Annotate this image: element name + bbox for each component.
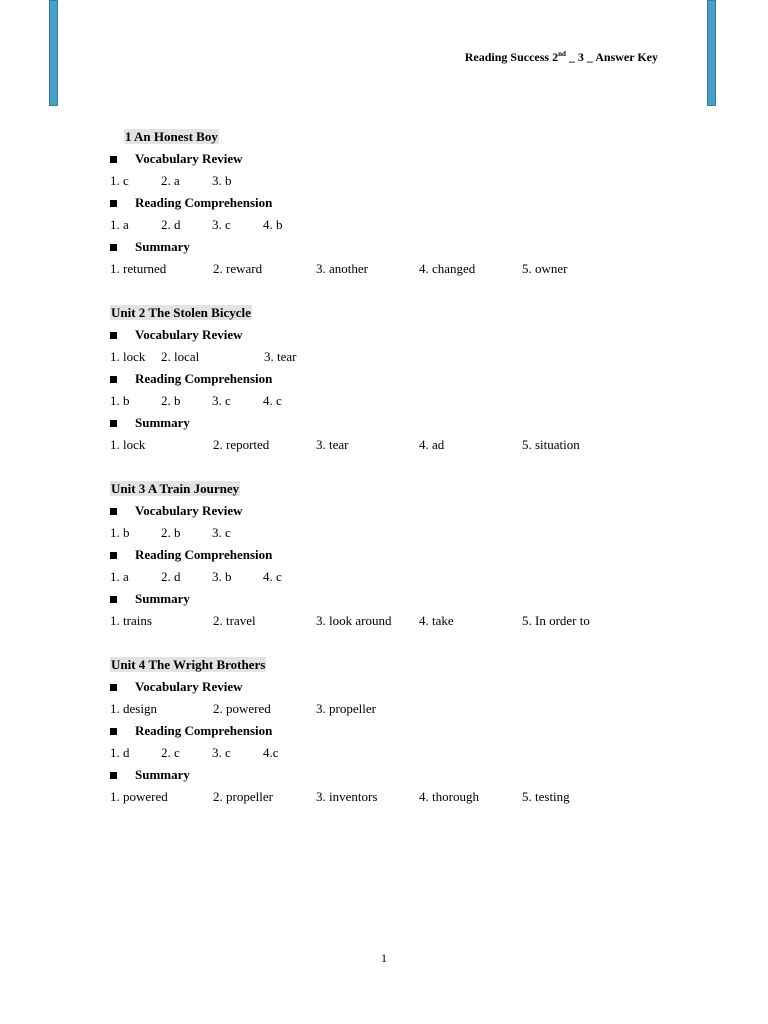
- section-heading: Summary: [110, 764, 670, 786]
- answer-item: 1. b: [110, 525, 130, 540]
- square-bullet-icon: [110, 376, 117, 383]
- answer-item: 2. d: [161, 569, 181, 584]
- answer-row: [110, 390, 670, 412]
- square-bullet-icon: [110, 552, 117, 559]
- square-bullet-icon: [110, 244, 117, 251]
- square-bullet-icon: [110, 332, 117, 339]
- section-heading: Reading Comprehension: [110, 544, 670, 566]
- unit-block: [110, 126, 670, 280]
- section-heading: Vocabulary Review: [110, 324, 670, 346]
- answer-item: 1. a: [110, 569, 129, 584]
- answer-item: 5. In order to: [522, 613, 590, 628]
- answer-item: 1. b: [110, 393, 130, 408]
- section-heading: Reading Comprehension: [110, 368, 670, 390]
- answer-item: 5. situation: [522, 437, 580, 452]
- answer-row: [110, 786, 670, 808]
- answer-row: [110, 258, 670, 280]
- page-header: [465, 50, 658, 65]
- answer-item: 3. tear: [264, 349, 297, 364]
- page-number: 1: [381, 951, 387, 965]
- section-heading: Vocabulary Review: [110, 148, 670, 170]
- answer-item: 2. reward: [213, 261, 263, 276]
- square-bullet-icon: [110, 684, 117, 691]
- left-margin-bar: [49, 0, 58, 106]
- answer-item: 3. c: [212, 393, 231, 408]
- section-heading: Summary: [110, 412, 670, 434]
- answer-item: 2. c: [161, 745, 180, 760]
- unit-block: [110, 478, 670, 632]
- answer-item: 1. c: [110, 173, 129, 188]
- square-bullet-icon: [110, 728, 117, 735]
- answer-row: [110, 434, 670, 456]
- unit-title: Unit 2 The Stolen Bicycle: [111, 305, 251, 320]
- answer-item: 2. b: [161, 393, 181, 408]
- answer-item: 3. b: [212, 569, 232, 584]
- answer-item: 4. ad: [419, 437, 445, 452]
- answer-item: 1. design: [110, 701, 157, 716]
- square-bullet-icon: [110, 200, 117, 207]
- answer-item: 3. inventors: [316, 789, 378, 804]
- answer-item: 5. testing: [522, 789, 570, 804]
- unit-block: [110, 302, 670, 456]
- answer-item: 3. c: [212, 745, 231, 760]
- answer-item: 2. b: [161, 525, 181, 540]
- header-suffix: _ 3 _ Answer Key: [565, 50, 658, 64]
- answer-item: 1. returned: [110, 261, 167, 276]
- unit-title: Unit 3 A Train Journey: [111, 481, 240, 496]
- section-heading: Reading Comprehension: [110, 720, 670, 742]
- answer-item: 3. c: [212, 217, 231, 232]
- answer-item: 3. c: [212, 525, 231, 540]
- header-superscript: nd: [558, 50, 566, 58]
- answer-item: 1. lock: [110, 437, 146, 452]
- answer-item: 2. reported: [213, 437, 270, 452]
- answer-item: 3. b: [212, 173, 232, 188]
- section-heading: Vocabulary Review: [110, 500, 670, 522]
- unit-title: Unit 4 The Wright Brothers: [111, 657, 266, 672]
- square-bullet-icon: [110, 596, 117, 603]
- answer-item: 4. c: [263, 569, 282, 584]
- answer-item: 3. tear: [316, 437, 349, 452]
- answer-item: 3. another: [316, 261, 368, 276]
- answer-row: [110, 610, 670, 632]
- answer-item: 2. propeller: [213, 789, 273, 804]
- answer-item: 2. powered: [213, 701, 271, 716]
- answer-item: 2. a: [161, 173, 180, 188]
- answer-row: [110, 214, 670, 236]
- answer-item: 4. c: [263, 393, 282, 408]
- square-bullet-icon: [110, 508, 117, 515]
- answer-item: 2. travel: [213, 613, 256, 628]
- answer-item: 1. d: [110, 745, 130, 760]
- answer-row: [110, 522, 670, 544]
- answer-item: 4.c: [263, 745, 279, 760]
- answer-item: 2. local: [161, 349, 200, 364]
- answer-row: [110, 742, 670, 764]
- unit-block: [110, 654, 670, 808]
- answer-row: [110, 698, 670, 720]
- square-bullet-icon: [110, 772, 117, 779]
- unit-title: 1 An Honest Boy: [125, 129, 218, 144]
- section-heading: Summary: [110, 236, 670, 258]
- answer-row: [110, 346, 670, 368]
- section-heading: Reading Comprehension: [110, 192, 670, 214]
- square-bullet-icon: [110, 156, 117, 163]
- answer-item: 1. powered: [110, 789, 168, 804]
- answer-item: 4. take: [419, 613, 454, 628]
- answer-item: 4. changed: [419, 261, 476, 276]
- answer-item: 1. lock: [110, 349, 146, 364]
- answer-row: [110, 170, 670, 192]
- answer-item: 1. trains: [110, 613, 152, 628]
- answer-item: 2. d: [161, 217, 181, 232]
- right-margin-bar: [707, 0, 716, 106]
- section-heading: Summary: [110, 588, 670, 610]
- answer-item: 4. thorough: [419, 789, 479, 804]
- answer-item: 3. propeller: [316, 701, 376, 716]
- section-heading: Vocabulary Review: [110, 676, 670, 698]
- answer-item: 1. a: [110, 217, 129, 232]
- answer-row: [110, 566, 670, 588]
- answer-item: 5. owner: [522, 261, 568, 276]
- header-title: Reading Success 2: [464, 50, 559, 64]
- square-bullet-icon: [110, 420, 117, 427]
- answer-key-content: [110, 126, 670, 830]
- answer-item: 3. look around: [316, 613, 392, 628]
- answer-item: 4. b: [263, 217, 283, 232]
